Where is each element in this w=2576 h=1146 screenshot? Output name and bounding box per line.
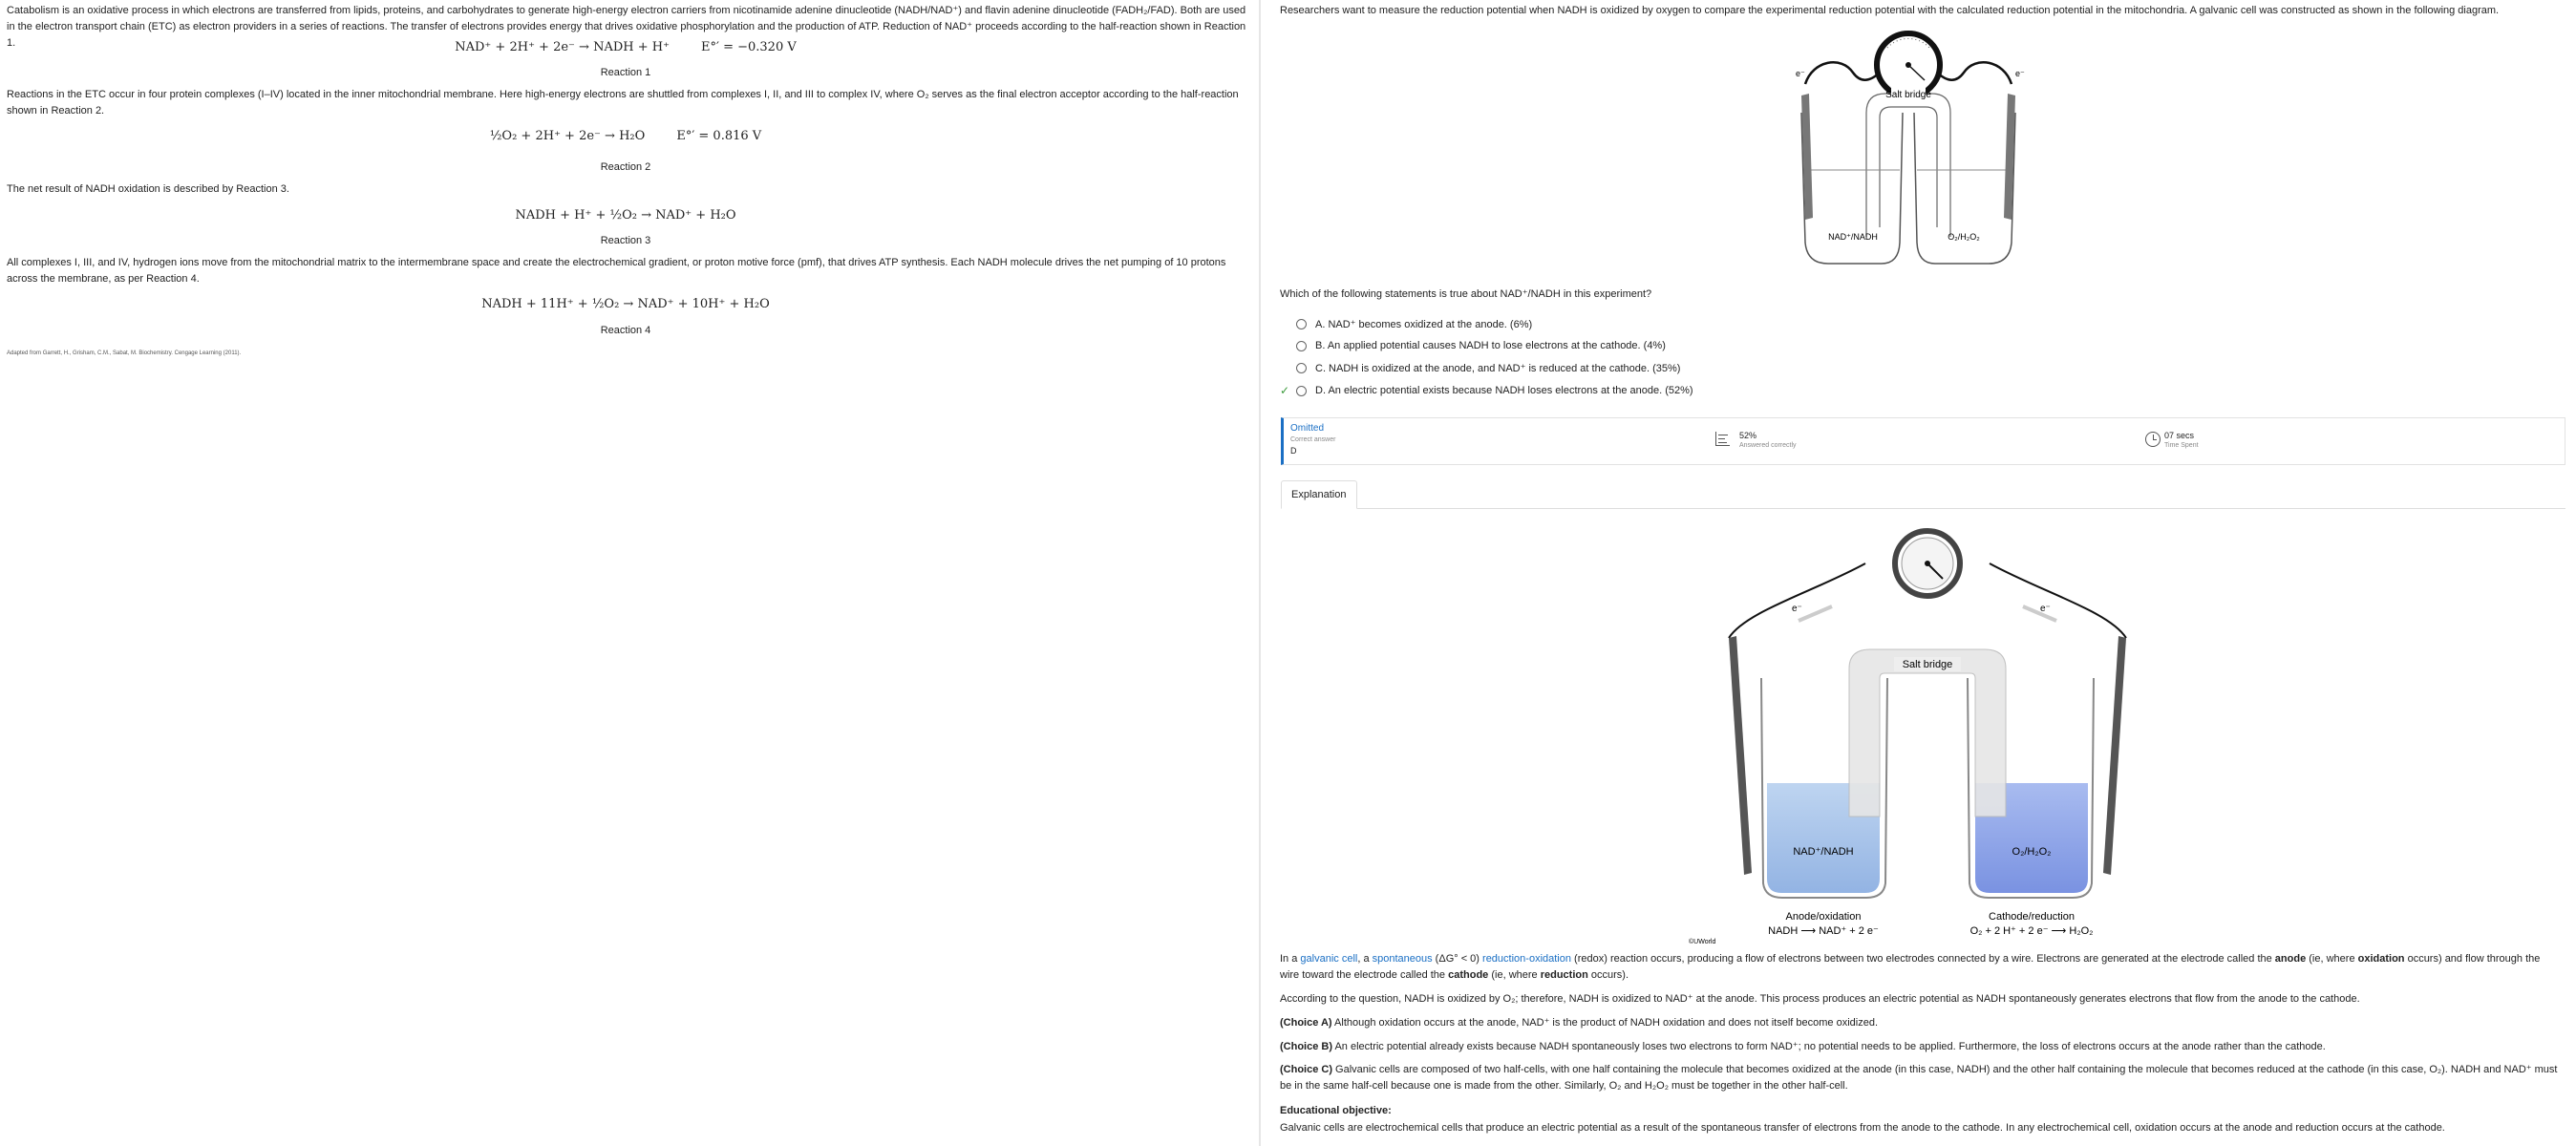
- cathode-reduction-title: Cathode/reduction: [1989, 911, 2075, 923]
- question-stem: Researchers want to measure the reduction potential when NADH is oxidized by oxygen to compare the experimental reduction potential with the calculated reduction potential in the mitochondria. A galvanic cell was constructed as shown in the following diagram.: [1280, 5, 2500, 16]
- explanation-electron-right: e⁻: [2040, 604, 2051, 614]
- anode-solution-label: NAD⁺/NADH: [1828, 232, 1878, 242]
- tab-explanation[interactable]: Explanation: [1281, 480, 1357, 509]
- answer-option-c[interactable]: [1296, 362, 1680, 374]
- passage-paragraph-1: Catabolism is an oxidative process in which electrons are transferred from lipids, proteins, and carbohydrates to generate high-energy electron carriers from nicotinamide adenine dinucleotide (NADH/NAD⁺) and flavin adenine dinucleotide (FADH₂/FAD). Both are used in the electron transport chain (ETC) as electron providers in a series of reactions. The transfer of electrons provides energy that drives oxidative phosphorylation and the production of ATP. Reduction of NAD⁺ proceeds according to the half-reaction shown in Reaction 1.: [7, 5, 1246, 49]
- anode-oxidation-reaction: NADH ⟶ NAD⁺ + 2 e⁻: [1768, 925, 1879, 937]
- reaction-4-equation: NADH + 11H⁺ + ½O₂ → NAD⁺ + 10H⁺ + H₂O: [481, 297, 770, 311]
- clock-icon: [2145, 432, 2161, 447]
- percent-correct-value: 52%: [1739, 431, 1757, 440]
- explanation-paragraph-1: In a galvanic cell, a spontaneous (ΔG° < 0) reduction-oxidation (redox) reaction occurs, producing a flow of electrons between two electrodes connected by a wire. Electrons are generated at the electrode called the anode (ie, where oxidation occurs) and flow through the wire toward the electrode called the cathode (ie, where reduction occurs).: [1280, 953, 2541, 981]
- cathode-solution-label: O₂/H₂O₂: [1948, 232, 1980, 242]
- explanation-electron-left: e⁻: [1792, 604, 1802, 614]
- reaction-2-label: Reaction 2: [600, 161, 651, 173]
- radio-d[interactable]: [1296, 386, 1307, 396]
- stats-bar-chart-icon: [1715, 432, 1730, 446]
- answer-option-b[interactable]: [1296, 340, 1666, 351]
- educational-objective-title: Educational objective:: [1280, 1105, 1392, 1116]
- status-omitted: Omitted: [1290, 423, 1325, 434]
- galvanic-cell-diagram: [1784, 27, 2033, 273]
- anode-oxidation-title: Anode/oxidation: [1785, 911, 1862, 923]
- reaction-1-label: Reaction 1: [600, 67, 651, 78]
- correct-check-icon: ✓: [1280, 384, 1290, 397]
- electron-label-right: e⁻: [2015, 69, 2025, 78]
- passage-paragraph-3: The net result of NADH oxidation is described by Reaction 3.: [7, 183, 289, 195]
- passage-paragraph-2: Reactions in the ETC occur in four protein complexes (I–IV) located in the inner mitochondrial membrane. Here high-energy electrons are shuttled from complexes I, II, and III to complex IV, where O₂ serves as the final electron acceptor according to the half-reaction shown in Reaction 2.: [7, 89, 1239, 117]
- reaction-4-label: Reaction 4: [600, 325, 651, 336]
- reaction-3-equation: NADH + H⁺ + ½O₂ → NAD⁺ + H₂O: [515, 208, 736, 223]
- answer-option-b-text: B. An applied potential causes NADH to lose electrons at the cathode. (4%): [1315, 340, 1666, 351]
- radio-c[interactable]: [1296, 363, 1307, 373]
- reduction-oxidation-link[interactable]: reduction-oxidation: [1482, 953, 1571, 965]
- explanation-anode-solution-label: NAD⁺/NADH: [1793, 846, 1854, 858]
- reaction-1-equation: NAD⁺ + 2H⁺ + 2e⁻ → NADH + H⁺ E°′ = −0.320 V: [455, 40, 797, 54]
- passage-paragraph-4: All complexes I, III, and IV, hydrogen ions move from the mitochondrial matrix to the intermembrane space and create the electrochemical gradient, or proton motive force (pmf), that drives ATP synthesis. Each NADH molecule drives the net pumping of 10 protons across the membrane, as per Reaction 4.: [7, 257, 1226, 285]
- answer-option-d[interactable]: [1280, 384, 1693, 397]
- time-spent-label: Time Spent: [2164, 442, 2199, 449]
- question-panel: [1268, 0, 2569, 1146]
- panel-divider[interactable]: [1259, 0, 1261, 1146]
- explanation-choice-a: (Choice A) Although oxidation occurs at the anode, NAD⁺ is the product of NADH oxidation and does not itself become oxidized.: [1280, 1017, 1879, 1029]
- passage-panel: [0, 0, 1259, 1146]
- answer-option-c-text: C. NADH is oxidized at the anode, and NAD⁺ is reduced at the cathode. (35%): [1315, 363, 1681, 374]
- answer-option-a[interactable]: [1296, 318, 1532, 330]
- passage-citation: Adapted from Garrett, H., Grisham, C.M., Sabat, M. Biochemistry. Cengage Learning (2011).: [7, 350, 242, 356]
- correct-answer-value: D: [1290, 446, 1297, 456]
- spontaneous-link[interactable]: spontaneous: [1372, 953, 1433, 965]
- explanation-cathode-solution-label: O₂/H₂O₂: [2012, 846, 2052, 858]
- educational-objective-text: Galvanic cells are electrochemical cells that produce an electric potential as a result of the spontaneous transfer of electrons from the anode to the cathode. In any electrochemical cell, oxidation occurs at the anode and reduction occurs at the cathode.: [1280, 1122, 2445, 1134]
- stats-bar: [1281, 417, 2565, 465]
- radio-a[interactable]: [1296, 319, 1307, 329]
- answer-option-d-text: D. An electric potential exists because NADH loses electrons at the anode. (52%): [1315, 385, 1693, 396]
- correct-answer-label: Correct answer: [1290, 436, 1336, 443]
- explanation-choice-b: (Choice B) An electric potential already exists because NADH spontaneously loses two electrons to form NAD⁺; no potential needs to be applied. Furthermore, the loss of electrons occurs at the anode rather than the cathode.: [1280, 1041, 2326, 1052]
- explanation-choice-c: (Choice C) Galvanic cells are composed of two half-cells, with one half containing the molecule that becomes oxidized at the anode (in this case, NADH) and the other half containing the molecule that becomes reduced at the cathode (in this case, O₂). NADH and NAD⁺ must be in the same half-cell because one is made from the other. Similarly, O₂ and H₂O₂ must be together in the other half-cell.: [1280, 1064, 2558, 1092]
- explanation-salt-bridge-label: Salt bridge: [1902, 659, 1953, 670]
- answer-options: [1280, 315, 1948, 401]
- explanation-galvanic-cell-diagram: [1689, 525, 2166, 945]
- copyright-label: ©UWorld: [1689, 939, 1716, 945]
- time-spent-value: 07 secs: [2164, 431, 2195, 440]
- explanation-tab-strip: [1281, 480, 2565, 509]
- salt-bridge-label: Salt bridge: [1885, 90, 1931, 100]
- electron-label-left: e⁻: [1796, 69, 1805, 78]
- cathode-reduction-reaction: O₂ + 2 H⁺ + 2 e⁻ ⟶ H₂O₂: [1969, 925, 2094, 937]
- explanation-paragraph-2: According to the question, NADH is oxidized by O₂; therefore, NADH is oxidized to NAD⁺ at the anode. This process produces an electric potential as NADH spontaneously generates electrons that flow from the anode to the cathode.: [1280, 993, 2360, 1005]
- question-prompt: Which of the following statements is true about NAD⁺/NADH in this experiment?: [1280, 288, 1652, 300]
- radio-b[interactable]: [1296, 341, 1307, 351]
- answer-option-a-text: A. NAD⁺ becomes oxidized at the anode. (6%): [1315, 319, 1533, 330]
- reaction-3-label: Reaction 3: [600, 235, 651, 246]
- percent-correct-label: Answered correctly: [1739, 442, 1797, 449]
- galvanic-cell-link[interactable]: galvanic cell: [1300, 953, 1358, 965]
- reaction-2-equation: ½O₂ + 2H⁺ + 2e⁻ → H₂O E°′ = 0.816 V: [489, 129, 762, 143]
